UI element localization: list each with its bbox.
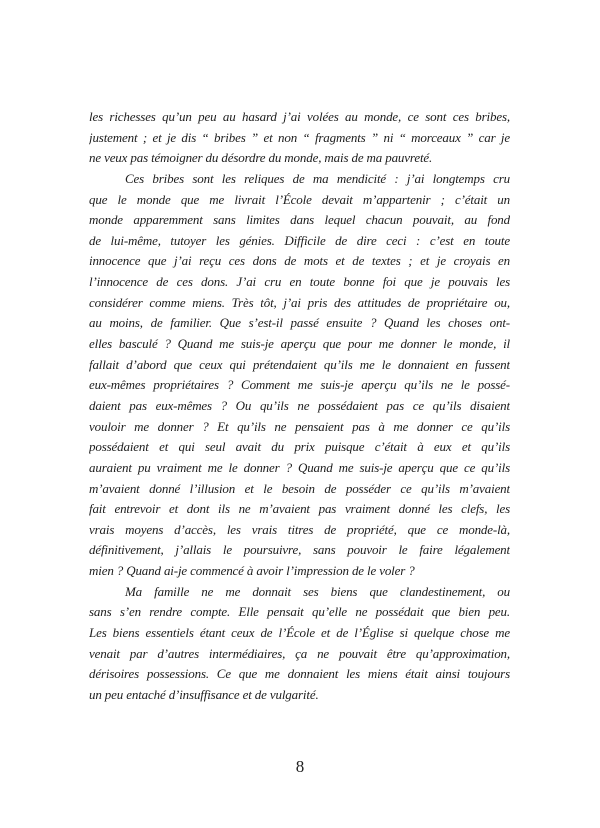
text-line: considérer comme miens. Très tôt, j’ai pris des attitudes de propriétaire ou,	[89, 294, 510, 310]
text-line: de lui-même, tutoyer les génies. Difficile de dire ceci : c’est en toute	[89, 232, 510, 248]
text-line: venait par d’autres intermédiaires, ça ne pouvait être qu’approximation,	[89, 645, 510, 661]
text-line: vrais moyens d’accès, les vrais titres de propriété, que ce monde-là,	[89, 521, 510, 537]
text-line: un peu entaché d’insuffisance et de vulgarité.	[89, 686, 319, 702]
text-line: au moins, de familier. Que s’est-il passé ensuite ? Quand les choses ont-	[89, 315, 510, 331]
text-line: innocence que j’ai reçu ces dons de mots et de textes ; et je croyais en	[89, 253, 510, 269]
text-line: vouloir me donner ? Et qu’ils ne pensaient pas à me donner ce qu’ils	[89, 418, 510, 434]
text-line: possédaient et qui seul avait du prix puisque c’était à eux et qu’ils	[89, 439, 510, 455]
text-line: m’avaient donné l’illusion et le besoin de posséder ce qu’ils m’avaient	[89, 480, 510, 496]
text-line: les richesses qu’un peu au hasard j’ai volées au monde, ce sont ces bribes,	[89, 109, 510, 124]
text-line: Ma famille ne me donnait ses biens que clandestinement, ou	[125, 583, 510, 599]
page-number: 8	[295, 757, 305, 776]
text-line: daient pas eux-mêmes ? Ou qu’ils ne possédaient pas ce qu’ils disaient	[89, 397, 510, 413]
text-line: auraient pu vraiment me le donner ? Quand me suis-je aperçu que ce qu’ils	[89, 459, 510, 475]
text-line: eux-mêmes propriétaires ? Comment me suis-je aperçu qu’ils ne le possé-	[89, 377, 510, 393]
paragraph	[89, 169, 510, 582]
paragraph	[89, 107, 510, 169]
text-line: fait entrevoir et dont ils ne m’avaient pas vraiment donné les clefs, les	[89, 501, 510, 517]
text-line: mien ? Quand ai-je commencé à avoir l’impression de le voler ?	[89, 563, 415, 579]
text-line: définitivement, j’allais le poursuivre, sans pouvoir le faire légalement	[89, 542, 510, 558]
text-line: justement ; et je dis “ bribes ” et non “ fragments ” ni “ morceaux ” car je	[89, 129, 510, 145]
paragraph	[89, 582, 510, 706]
page-text-block	[89, 107, 510, 706]
text-line: ne veux pas témoigner du désordre du monde, mais de ma pauvreté.	[89, 150, 433, 166]
text-line: elles basculé ? Quand me suis-je aperçu que pour me donner le monde, il	[89, 336, 510, 352]
text-line: Les biens essentiels étant ceux de l’École et de l’Église si quelque chose me	[89, 625, 510, 641]
text-line: l’innocence de ces dons. J’ai cru en toute bonne foi que je pouvais les	[89, 274, 510, 290]
text-line: sans s’en rendre compte. Elle pensait qu’elle ne possédait que bien peu.	[89, 604, 510, 620]
text-line: que le monde que me livrait l’École devait m’appartenir ; c’était un	[89, 191, 510, 207]
text-line: dérisoires possessions. Ce que me donnaient les miens était ainsi toujours	[89, 666, 510, 682]
text-line: fallait d’abord que ceux qui prétendaient qu’ils me le donnaient en fussent	[89, 356, 510, 372]
text-line: Ces bribes sont les reliques de ma mendicité : j’ai longtemps cru	[125, 170, 510, 186]
text-line: monde apparemment sans limites dans lequel chacun pouvait, au fond	[89, 212, 510, 228]
